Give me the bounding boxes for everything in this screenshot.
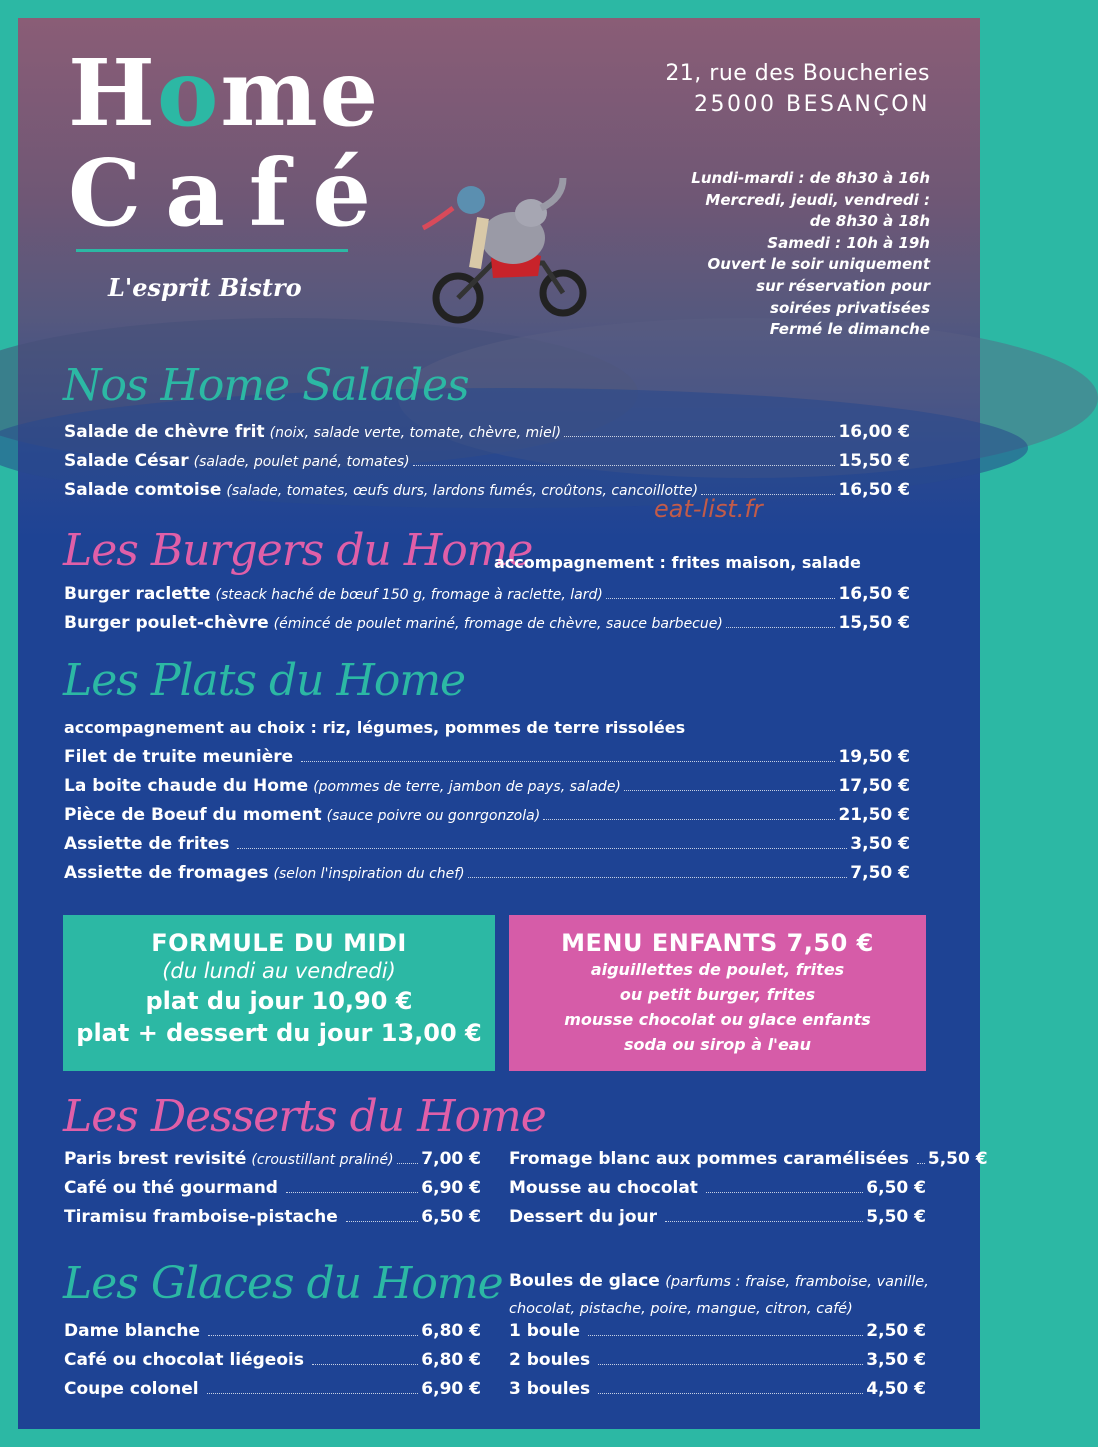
leader-dots [468,877,848,878]
item-price: 7,50 € [850,863,910,883]
item-desc: (sauce poivre ou gonrgonzola) [326,808,541,824]
item-name: Dessert du jour [509,1207,658,1227]
item-name: Salade de chèvre frit [64,422,265,442]
enfants-line: ou petit burger, frites [619,985,816,1004]
menu-item [64,1178,481,1207]
menu-item [64,613,910,642]
leader-dots [598,1364,863,1365]
item-name: Burger poulet-chèvre [64,613,269,633]
menu-item [509,1350,926,1379]
desserts-list-right [509,1149,988,1236]
menu-item [64,451,910,480]
menu-item [64,480,910,509]
item-price: 6,90 € [421,1379,481,1399]
item-price: 6,90 € [421,1178,481,1198]
item-name: 3 boules [509,1379,591,1399]
logo-letter: H [68,39,157,147]
leader-dots [207,1393,419,1394]
menu-item [64,1350,481,1379]
item-name: Paris brest revisité [64,1149,247,1169]
enfants-line: soda ou sirop à l'eau [624,1035,811,1054]
item-price: 21,50 € [838,805,910,825]
menu-item [509,1379,926,1408]
menu-item [64,1207,481,1236]
leader-dots [286,1192,418,1193]
hours-line: Mercredi, jeudi, vendredi : [705,190,930,209]
item-desc: (salade, tomates, œufs durs, lardons fumés, croûtons, cancoillotte) [226,483,699,499]
leader-dots [543,819,835,820]
item-price: 6,50 € [421,1207,481,1227]
section-title-salades: Nos Home Salades [63,360,469,411]
logo-letters: me [220,39,381,147]
item-desc: (noix, salade verte, tomate, chèvre, miel) [269,425,562,441]
item-name: Salade comtoise [64,480,222,500]
item-price: 7,00 € [421,1149,481,1169]
item-name: 2 boules [509,1350,591,1370]
item-price: 5,50 € [927,1149,988,1169]
item-price: 2,50 € [866,1321,926,1341]
burgers-note: accompagnement : frites maison, salade [494,553,861,572]
item-price: 16,50 € [838,584,910,604]
leader-dots [312,1364,418,1365]
item-price: 4,50 € [866,1379,926,1399]
item-desc: (steack haché de bœuf 150 g, fromage à raclette, lard) [215,587,603,603]
logo-divider [76,249,348,252]
section-title-plats: Les Plats du Home [63,655,466,706]
plats-note: accompagnement au choix : riz, légumes, pommes de terre rissolées [64,718,686,737]
leader-dots [665,1221,863,1222]
item-name: Café ou thé gourmand [64,1178,278,1198]
logo-letter-o: o [156,39,221,147]
menu-item [509,1207,926,1236]
item-name: Assiette de fromages [64,863,269,883]
item-name: 1 boule [509,1321,581,1341]
section-title-glaces: Les Glaces du Home [63,1258,503,1309]
item-desc: (selon l'inspiration du chef) [273,866,465,882]
logo [68,39,395,247]
item-name: Burger raclette [64,584,211,604]
glaces-list-right [509,1321,926,1408]
item-name: La boite chaude du Home [64,776,309,796]
item-name: Coupe colonel [64,1379,199,1399]
item-desc: (émincé de poulet mariné, fromage de chèvre, sauce barbecue) [273,616,723,632]
leader-dots [588,1335,863,1336]
item-name: Fromage blanc aux pommes caramélisées [509,1149,909,1169]
tagline: L'esprit Bistro [108,273,302,302]
menu-item [64,747,910,776]
hours-line: de 8h30 à 18h [809,212,930,231]
item-price: 15,50 € [838,613,910,633]
item-price: 19,50 € [838,747,910,767]
enfants-line: aiguillettes de poulet, frites [590,960,845,979]
logo-line2: Café [68,139,395,247]
leader-dots [397,1163,419,1164]
item-price: 6,50 € [866,1178,926,1198]
address [665,58,930,120]
hours-line: Samedi : 10h à 19h [767,233,930,252]
item-name: Mousse au chocolat [509,1178,698,1198]
hours-line: Ouvert le soir uniquement [707,255,930,274]
boules-name: Boules de glace [509,1271,660,1291]
formule-line: plat du jour 10,90 € [145,987,413,1015]
boules-desc: (parfums : fraise, framboise, vanille, chocolat, pistache, poire, mangue, citron, café) [509,1274,929,1317]
item-price: 6,80 € [421,1321,481,1341]
leader-dots [606,598,836,599]
menu-item [64,776,910,805]
formule-subtitle: (du lundi au vendredi) [162,959,396,983]
item-name: Filet de truite meunière [64,747,294,767]
item-name: Assiette de frites [64,834,230,854]
enfants-title: MENU ENFANTS 7,50 € [561,929,874,957]
item-name: Pièce de Boeuf du moment [64,805,322,825]
menu-item [64,584,910,613]
item-desc: (pommes de terre, jambon de pays, salade) [313,779,621,795]
leader-dots [917,1163,925,1164]
hours-line: sur réservation pour [756,276,930,295]
item-name: Café ou chocolat liégeois [64,1350,304,1370]
menu-item [509,1149,988,1178]
item-price: 15,50 € [838,451,910,471]
menu-item [509,1178,926,1207]
menu-item [64,422,910,451]
salades-list [64,422,910,509]
leader-dots [564,436,835,437]
opening-hours [691,168,930,341]
hours-line: Lundi-mardi : de 8h30 à 16h [691,169,930,187]
formule-line: plat + dessert du jour 13,00 € [76,1019,482,1047]
item-name: Tiramisu framboise-pistache [64,1207,338,1227]
motorcycle-elephant-illustration [413,168,593,328]
item-name: Salade César [64,451,189,471]
leader-dots [346,1221,419,1222]
item-price: 3,50 € [866,1350,926,1370]
enfants-line: mousse chocolat ou glace enfants [564,1010,871,1029]
leader-dots [726,627,836,628]
plats-list [64,747,910,892]
section-title-burgers: Les Burgers du Home [63,525,533,576]
menu-page [18,18,988,1429]
menu-item [64,1321,481,1350]
item-price: 16,50 € [838,480,910,500]
menu-item [64,834,910,863]
address-street: 21, rue des Boucheries [665,61,930,86]
item-price: 17,50 € [838,776,910,796]
leader-dots [413,465,836,466]
menu-enfants-box [509,915,926,1071]
menu-item [64,805,910,834]
menu-item [64,1379,481,1408]
section-title-desserts: Les Desserts du Home [63,1091,546,1142]
formule-midi-box [63,915,495,1071]
menu-item [64,1149,481,1178]
leader-dots [598,1393,863,1394]
item-price: 5,50 € [866,1207,926,1227]
item-name: Dame blanche [64,1321,201,1341]
item-price: 16,00 € [838,422,910,442]
boules-de-glace-header [509,1268,929,1322]
item-desc: (croustillant praliné) [251,1152,394,1168]
leader-dots [624,790,836,791]
item-price: 3,50 € [850,834,910,854]
leader-dots [237,848,847,849]
hours-line: soirées privatisées [770,298,930,317]
glaces-list-left [64,1321,481,1408]
hours-line: Fermé le dimanche [769,320,930,339]
address-city: 25000 BESANÇON [694,92,930,117]
burgers-list [64,584,910,642]
desserts-list-left [64,1149,481,1236]
item-price: 6,80 € [421,1350,481,1370]
watermark: eat-list.fr [654,495,763,523]
item-desc: (salade, poulet pané, tomates) [193,454,410,470]
leader-dots [706,1192,863,1193]
menu-item [509,1321,926,1350]
leader-dots [208,1335,418,1336]
leader-dots [301,761,835,762]
menu-item [64,863,910,892]
formule-title: FORMULE DU MIDI [151,929,407,957]
